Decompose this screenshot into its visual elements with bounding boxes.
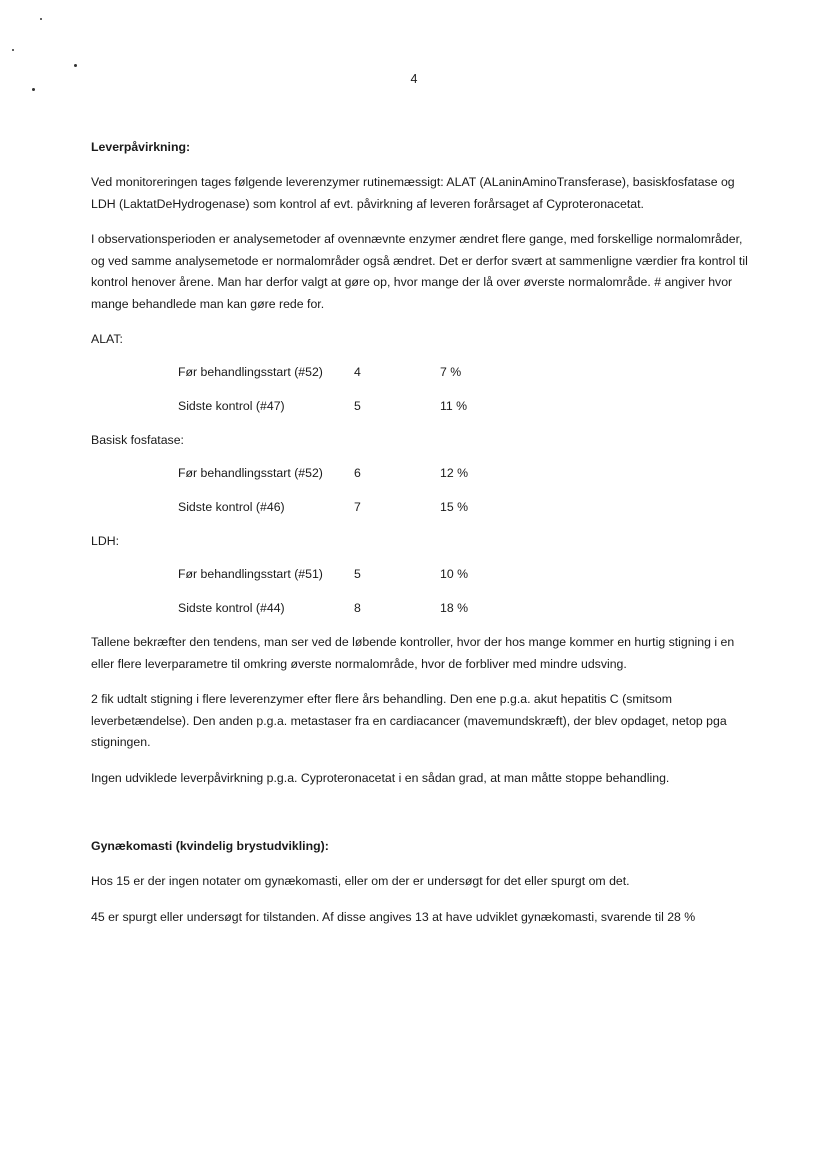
section-heading-gynaecomastia: Gynækomasti (kvindelig brystudvikling): [91,839,329,853]
group-label: LDH: [91,534,120,548]
scan-speck [74,64,77,67]
enzyme-group-basisk-fosfatase [91,430,751,518]
enzyme-group-ldh [91,531,751,619]
paragraph: Ved monitoreringen tages følgende leverenzymer rutinemæssigt: ALAT (ALaninAminoTransferase), basiskfosfatase og LDH (LaktatDeHydrogenase) som kontrol af evt. påvirkning af leveren forårsaget af Cyproteronacetat. [91,175,735,211]
row-description: Sidste kontrol (#44) [178,601,285,615]
row-count: 7 [354,500,361,514]
table-row [91,463,751,484]
row-count: 4 [354,365,361,379]
row-percent: 15 % [440,500,469,514]
table-row [91,362,751,383]
scan-speck [32,88,35,91]
table-row [91,396,751,417]
paragraph: Tallene bekræfter den tendens, man ser ved de løbende kontroller, hvor der hos mange kommer en hurtig stigning i en eller flere leverparametre til omkring øverste normalområde, hvor de forbliver med mindre udsving. [91,635,735,671]
paragraph: 45 er spurgt eller undersøgt for tilstanden. Af disse angives 13 at have udviklet gynækomasti, svarende til 28 % [91,909,696,924]
document-body [91,138,751,942]
table-row [91,564,751,585]
scan-speck [40,18,42,20]
paragraph: Ingen udviklede leverpåvirkning p.g.a. Cyproteronacetat i en sådan grad, at man måtte stoppe behandling. [91,770,670,785]
table-row [91,598,751,619]
row-description: Før behandlingsstart (#52) [178,365,323,379]
enzyme-group-alat [91,329,751,417]
row-percent: 12 % [440,466,469,480]
row-description: Sidste kontrol (#47) [178,399,285,413]
row-description: Før behandlingsstart (#52) [178,466,323,480]
page-number: 4 [410,72,418,86]
row-percent: 10 % [440,567,469,581]
table-row [91,497,751,518]
row-count: 6 [354,466,361,480]
row-description: Før behandlingsstart (#51) [178,567,323,581]
row-percent: 11 % [440,399,468,413]
paragraph: I observationsperioden er analysemetoder af ovennævnte enzymer ændret flere gange, med forskellige normalområder, og ved samme analysemetode er normalområder også ændret. Det er derfor svært at sammenligne værdier fra kontrol til kontrol henover årene. Man har derfor valgt at gøre op, hvor mange der lå over øverste normalområde. # angiver hvor mange behandlede man kan gøre rede for. [91,232,748,311]
row-description: Sidste kontrol (#46) [178,500,285,514]
group-label: Basisk fosfatase: [91,433,184,447]
scan-speck [12,49,14,51]
row-percent: 18 % [440,601,469,615]
row-count: 5 [354,399,361,413]
row-count: 5 [354,567,361,581]
section-spacer [91,803,751,837]
row-percent: 7 % [440,365,462,379]
group-label: ALAT: [91,332,123,346]
section-heading-liver: Leverpåvirkning: [91,140,191,154]
row-count: 8 [354,601,361,615]
paragraph: 2 fik udtalt stigning i flere leverenzymer efter flere års behandling. Den ene p.g.a. akut hepatitis C (smitsom leverbetændelse). Den anden p.g.a. metastaser fra en cardiacancer (mavemundskræft), der blev opdaget, netop pga stigningen. [91,692,727,749]
paragraph: Hos 15 er der ingen notater om gynækomasti, eller om der er undersøgt for det eller spurgt om det. [91,874,630,888]
